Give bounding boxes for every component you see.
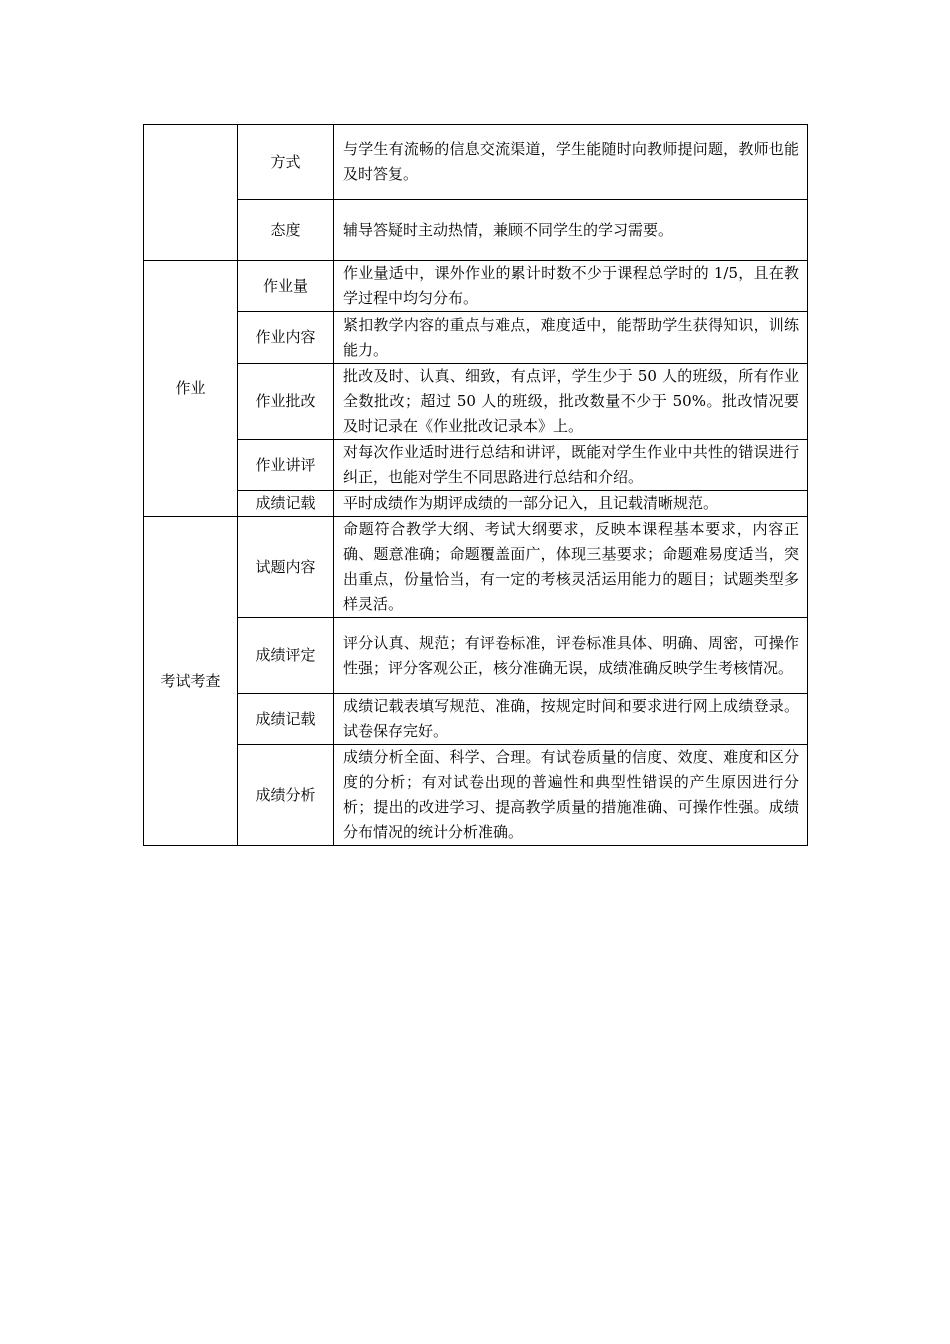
item-cell: 成绩评定	[238, 618, 334, 694]
category-cell-homework: 作业	[144, 261, 238, 517]
description-cell: 对每次作业适时进行总结和讲评，既能对学生作业中共性的错误进行纠正，也能对学生不同思路进行总结和介绍。	[334, 440, 808, 491]
description-cell: 成绩记载表填写规范、准确，按规定时间和要求进行网上成绩登录。试卷保存完好。	[334, 694, 808, 745]
item-cell: 成绩记载	[238, 491, 334, 517]
evaluation-table	[143, 124, 808, 846]
category-cell-blank	[144, 125, 238, 261]
table-row	[144, 312, 808, 364]
description-cell: 评分认真、规范；有评卷标准，评卷标准具体、明确、周密，可操作性强；评分客观公正，核分准确无误，成绩准确反映学生考核情况。	[334, 618, 808, 694]
item-cell: 成绩分析	[238, 745, 334, 846]
description-cell: 批改及时、认真、细致，有点评，学生少于 50 人的班级，所有作业全数批改；超过 50 人的班级，批改数量不少于 50%。批改情况要及时记录在《作业批改记录本》上。	[334, 364, 808, 440]
description-cell: 成绩分析全面、科学、合理。有试卷质量的信度、效度、难度和区分度的分析；有对试卷出现的普遍性和典型性错误的产生原因进行分析；提出的改进学习、提高教学质量的措施准确、可操作性强。成绩分布情况的统计分析准确。	[334, 745, 808, 846]
description-cell: 与学生有流畅的信息交流渠道，学生能随时向教师提问题，教师也能及时答复。	[334, 125, 808, 200]
description-cell: 紧扣教学内容的重点与难点，难度适中，能帮助学生获得知识，训练能力。	[334, 312, 808, 364]
table-row	[144, 261, 808, 312]
description-cell: 作业量适中，课外作业的累计时数不少于课程总学时的 1/5，且在教学过程中均匀分布。	[334, 261, 808, 312]
item-cell: 作业内容	[238, 312, 334, 364]
item-cell: 作业批改	[238, 364, 334, 440]
table-row	[144, 200, 808, 261]
table-row	[144, 440, 808, 491]
table-row	[144, 517, 808, 618]
item-cell: 作业讲评	[238, 440, 334, 491]
description-cell: 平时成绩作为期评成绩的一部分记入，且记载清晰规范。	[334, 491, 808, 517]
item-cell: 方式	[238, 125, 334, 200]
item-cell: 作业量	[238, 261, 334, 312]
table-row	[144, 364, 808, 440]
item-cell: 试题内容	[238, 517, 334, 618]
table-row	[144, 694, 808, 745]
description-cell: 命题符合教学大纲、考试大纲要求，反映本课程基本要求，内容正确、题意准确；命题覆盖面广，体现三基要求；命题难易度适当，突出重点，份量恰当，有一定的考核灵活运用能力的题目；试题类型多样灵活。	[334, 517, 808, 618]
category-cell-exam: 考试考查	[144, 517, 238, 846]
table-row	[144, 618, 808, 694]
description-cell: 辅导答疑时主动热情，兼顾不同学生的学习需要。	[334, 200, 808, 261]
table-row	[144, 745, 808, 846]
item-cell: 成绩记载	[238, 694, 334, 745]
table-row	[144, 125, 808, 200]
item-cell: 态度	[238, 200, 334, 261]
table-row	[144, 491, 808, 517]
